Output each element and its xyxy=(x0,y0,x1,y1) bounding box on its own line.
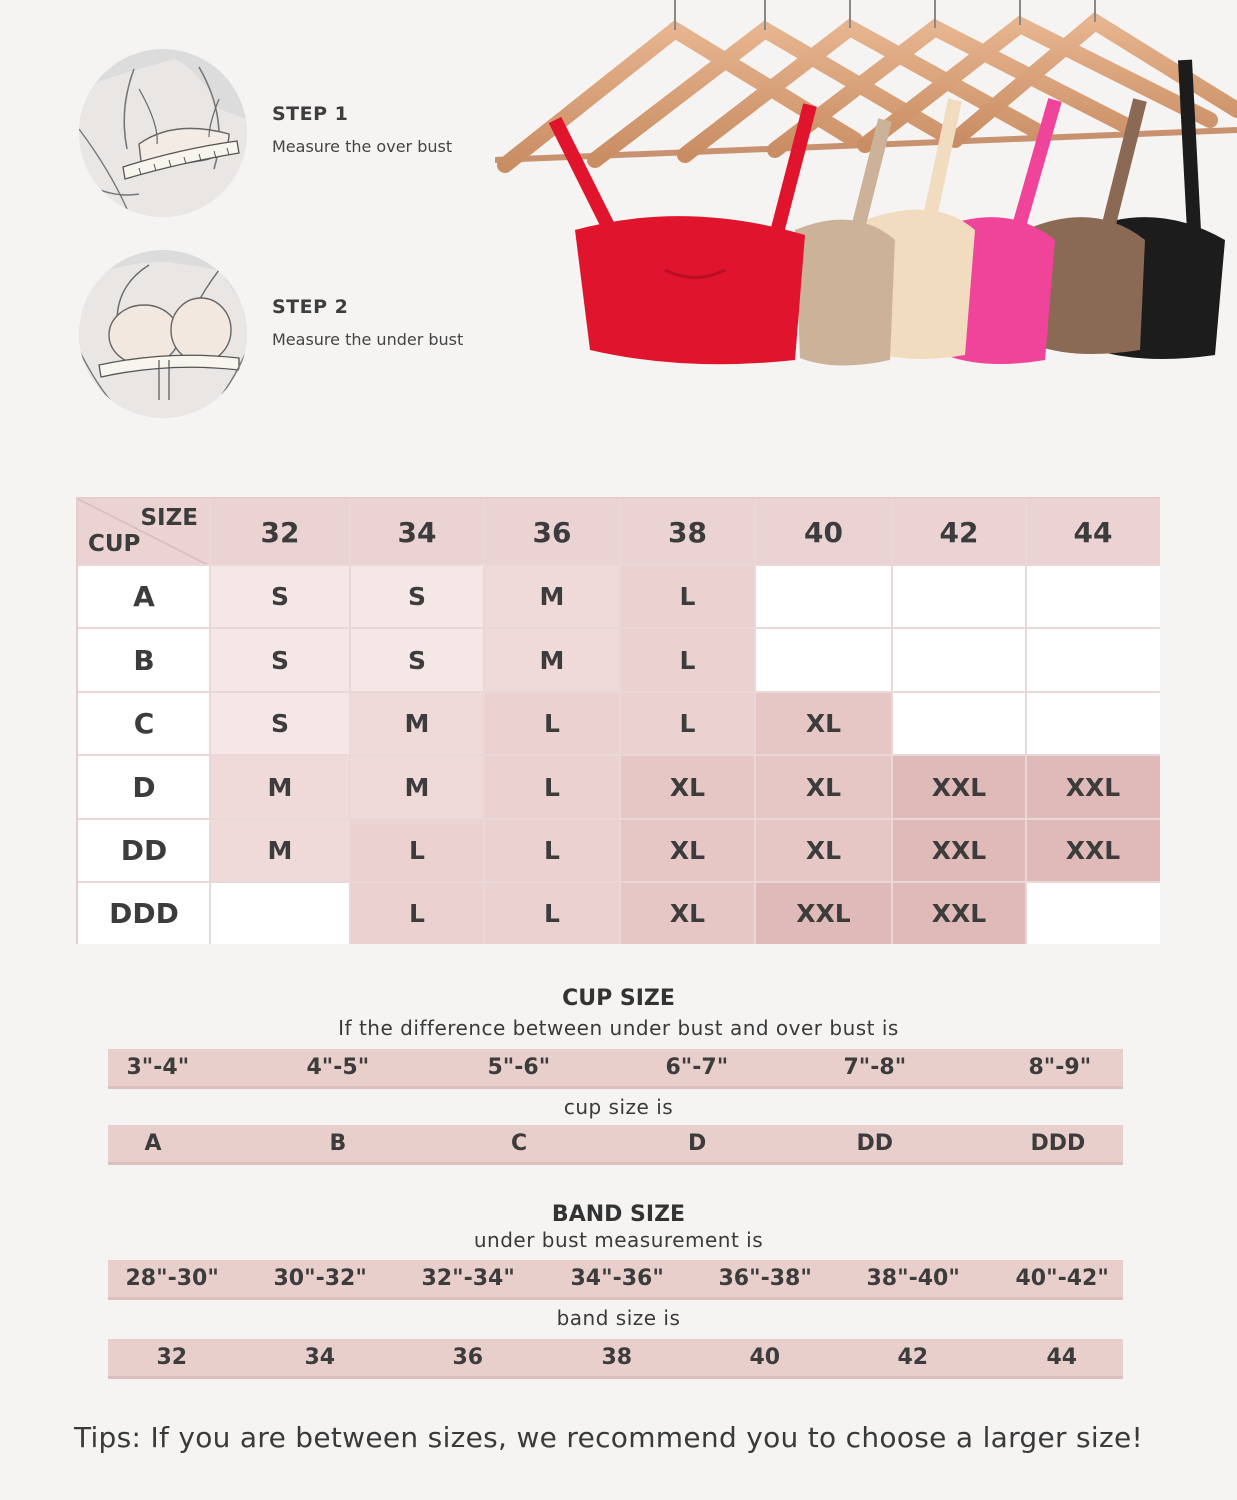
cup-difference-value: 8"-9" xyxy=(1028,1055,1092,1080)
band-size-value: 34 xyxy=(304,1345,336,1370)
under-bust-measurement-value: 38"-40" xyxy=(866,1266,960,1291)
band-size-result-label: band size is xyxy=(556,1306,681,1330)
size-cell xyxy=(1026,692,1160,755)
size-cell: L xyxy=(484,755,620,819)
over-bust-measure-icon xyxy=(79,49,247,217)
size-cell xyxy=(210,882,350,944)
grid-line-horizontal xyxy=(78,691,1160,693)
cup-row-label-b: B xyxy=(78,628,210,692)
size-cell: XL xyxy=(755,692,892,755)
cup-difference-value: 3"-4" xyxy=(126,1055,190,1080)
step2-title: STEP 2 xyxy=(272,296,349,318)
size-cell xyxy=(1026,628,1160,692)
size-cell xyxy=(1026,882,1160,944)
band-size-subtitle: under bust measurement is xyxy=(473,1228,764,1252)
size-cell xyxy=(755,565,892,628)
cup-row-label-ddd: DDD xyxy=(78,882,210,944)
cup-size-title: CUP SIZE xyxy=(562,986,675,1011)
band-header-34: 34 xyxy=(397,515,437,549)
size-cell: L xyxy=(484,882,620,944)
band-size-value: 40 xyxy=(749,1345,781,1370)
under-bust-measurement-value: 36"-38" xyxy=(718,1266,812,1291)
under-bust-measurement-value: 40"-42" xyxy=(1015,1266,1109,1291)
tips-text: Tips: If you are between sizes, we recommend you to choose a larger size! xyxy=(73,1421,1144,1454)
cup-difference-value: 4"-5" xyxy=(306,1055,370,1080)
size-cell: XL xyxy=(620,882,755,944)
band-size-value: 38 xyxy=(601,1345,633,1370)
cup-letter-value: DD xyxy=(856,1131,894,1156)
grid-line-horizontal xyxy=(78,627,1160,629)
size-cell: XL xyxy=(620,819,755,882)
size-cell: XL xyxy=(755,755,892,819)
size-chart-table xyxy=(76,497,1160,944)
size-cell xyxy=(755,628,892,692)
size-cell: XXL xyxy=(892,755,1026,819)
cup-difference-value: 6"-7" xyxy=(665,1055,729,1080)
size-cell: L xyxy=(350,882,484,944)
band-size-value: 36 xyxy=(452,1345,484,1370)
size-cell: XXL xyxy=(755,882,892,944)
corner-cup-label: CUP xyxy=(88,531,141,557)
size-cell: XXL xyxy=(1026,819,1160,882)
cup-row-label-dd: DD xyxy=(78,819,210,882)
size-cell: XL xyxy=(620,755,755,819)
size-cell: L xyxy=(350,819,484,882)
size-cell: M xyxy=(484,628,620,692)
size-cell: L xyxy=(484,819,620,882)
cup-differences-band xyxy=(108,1049,1123,1089)
size-cell xyxy=(892,565,1026,628)
band-header-40: 40 xyxy=(804,515,843,549)
step2-description: Measure the under bust xyxy=(272,330,464,349)
nude-bra xyxy=(795,120,895,366)
band-size-title: BAND SIZE xyxy=(551,1202,686,1227)
cup-row-label-c: C xyxy=(78,692,210,755)
grid-line-horizontal xyxy=(78,564,1160,566)
size-cell: XXL xyxy=(1026,755,1160,819)
cup-letter-value: A xyxy=(144,1131,162,1156)
size-cell: L xyxy=(484,692,620,755)
cup-size-result-label: cup size is xyxy=(563,1095,674,1119)
band-numbers-band xyxy=(108,1339,1123,1379)
step2-illustration xyxy=(79,250,247,418)
cup-letter-value: DDD xyxy=(1030,1131,1086,1156)
band-header-44: 44 xyxy=(1073,515,1113,549)
size-cell: S xyxy=(350,565,484,628)
cup-row-label-d: D xyxy=(78,755,210,819)
band-header-36: 36 xyxy=(532,515,572,549)
band-header-42: 42 xyxy=(939,515,979,549)
cup-letter-value: C xyxy=(511,1131,528,1156)
size-cell xyxy=(892,628,1026,692)
size-cell: XXL xyxy=(892,882,1026,944)
bras-on-hangers-image xyxy=(495,0,1237,380)
corner-header xyxy=(78,499,208,565)
step1-description: Measure the over bust xyxy=(272,137,453,156)
cup-letter-value: D xyxy=(688,1131,707,1156)
cup-difference-value: 7"-8" xyxy=(843,1055,907,1080)
size-cell: XL xyxy=(755,819,892,882)
band-header-32: 32 xyxy=(260,515,300,549)
grid-line-horizontal xyxy=(78,754,1160,756)
size-cell xyxy=(1026,565,1160,628)
grid-line-horizontal xyxy=(78,818,1160,820)
band-measurements-band xyxy=(108,1260,1123,1300)
band-size-value: 44 xyxy=(1046,1345,1078,1370)
size-cell: S xyxy=(350,628,484,692)
cup-letter-value: B xyxy=(329,1131,347,1156)
size-cell: M xyxy=(484,565,620,628)
corner-size-label: SIZE xyxy=(140,505,198,531)
under-bust-measurement-value: 28"-30" xyxy=(125,1266,219,1291)
band-size-value: 32 xyxy=(156,1345,188,1370)
cup-row-label-a: A xyxy=(78,565,210,628)
size-cell: S xyxy=(210,565,350,628)
cup-difference-value: 5"-6" xyxy=(487,1055,551,1080)
band-size-value: 42 xyxy=(897,1345,929,1370)
size-cell: S xyxy=(210,628,350,692)
size-cell: M xyxy=(210,819,350,882)
size-cell: M xyxy=(350,755,484,819)
under-bust-measurement-value: 30"-32" xyxy=(273,1266,367,1291)
cup-size-subtitle: If the difference between under bust and over bust is xyxy=(338,1016,899,1040)
size-cell: M xyxy=(350,692,484,755)
grid-line-horizontal xyxy=(78,881,1160,883)
band-header-38: 38 xyxy=(668,515,707,549)
size-cell: L xyxy=(620,628,755,692)
under-bust-measurement-value: 32"-34" xyxy=(421,1266,515,1291)
size-cell: L xyxy=(620,692,755,755)
size-cell xyxy=(892,692,1026,755)
under-bust-measurement-value: 34"-36" xyxy=(570,1266,664,1291)
size-cell: M xyxy=(210,755,350,819)
under-bust-measure-icon xyxy=(79,250,247,418)
step1-illustration xyxy=(79,49,247,217)
size-cell: S xyxy=(210,692,350,755)
size-cell: XXL xyxy=(892,819,1026,882)
cup-letters-band xyxy=(108,1125,1123,1165)
size-cell: L xyxy=(620,565,755,628)
step1-title: STEP 1 xyxy=(272,103,349,125)
